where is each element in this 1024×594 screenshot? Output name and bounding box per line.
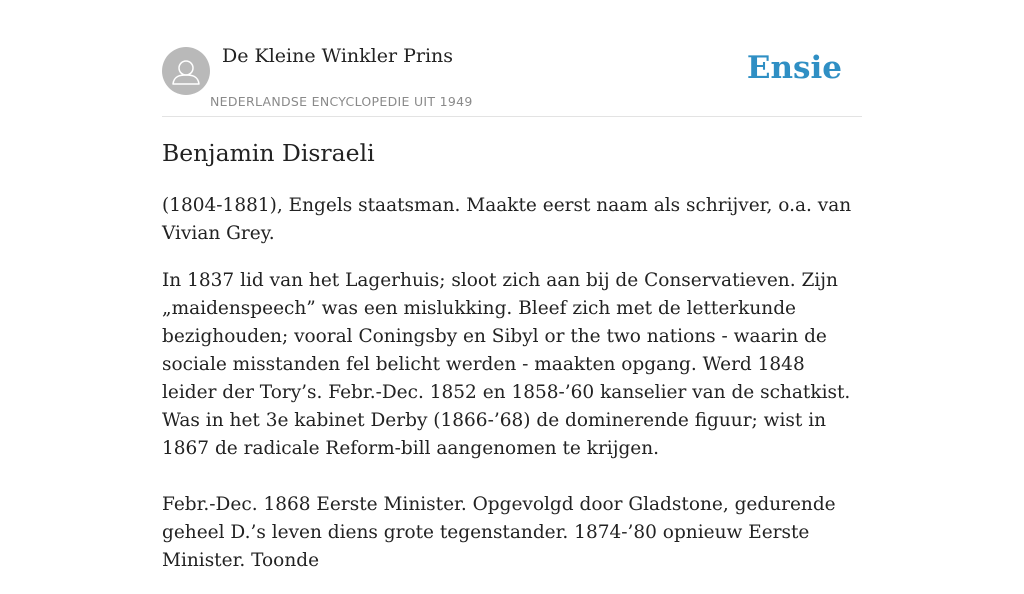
user-icon [162,47,210,95]
paragraph: Febr.-Dec. 1868 Eerste Minister. Opgevolgd door Gladstone, gedurende geheel D.’s leven diens grote tegenstander. 1874-’80 opnieuw Eerste Minister. Toonde [162,494,836,571]
source-subtitle: NEDERLANDSE ENCYCLOPEDIE UIT 1949 [210,94,473,109]
paragraph: In 1837 lid van het Lagerhuis; sloot zich aan bij de Conservatieven. Zijn „maidenspeech” was een mislukking. Bleef zich met de letterkunde bezighouden; vooral Coningsby en Sibyl or the two nations - waarin de sociale misstanden fel belicht werden - maakten opgang. Werd 1848 leider der Tory’s. Febr.-Dec. 1852 en 1858-’60 kanselier van de schatkist. Was in het 3e kabinet Derby (1866-’68) de dominerende figuur; wist in 1867 de radicale Reform-bill aangenomen te krijgen. [162,270,851,459]
source-title[interactable]: De Kleine Winkler Prins [222,45,454,67]
brand-logo[interactable]: Ensie [746,50,842,86]
article-body [162,192,862,594]
paragraph: (1804-1881), Engels staatsman. Maakte eerst naam als schrijver, o.a. van Vivian Grey. [162,195,852,244]
source-header [162,0,862,117]
article-title: Benjamin Disraeli [162,139,375,167]
avatar[interactable] [162,47,210,95]
page [162,0,862,571]
